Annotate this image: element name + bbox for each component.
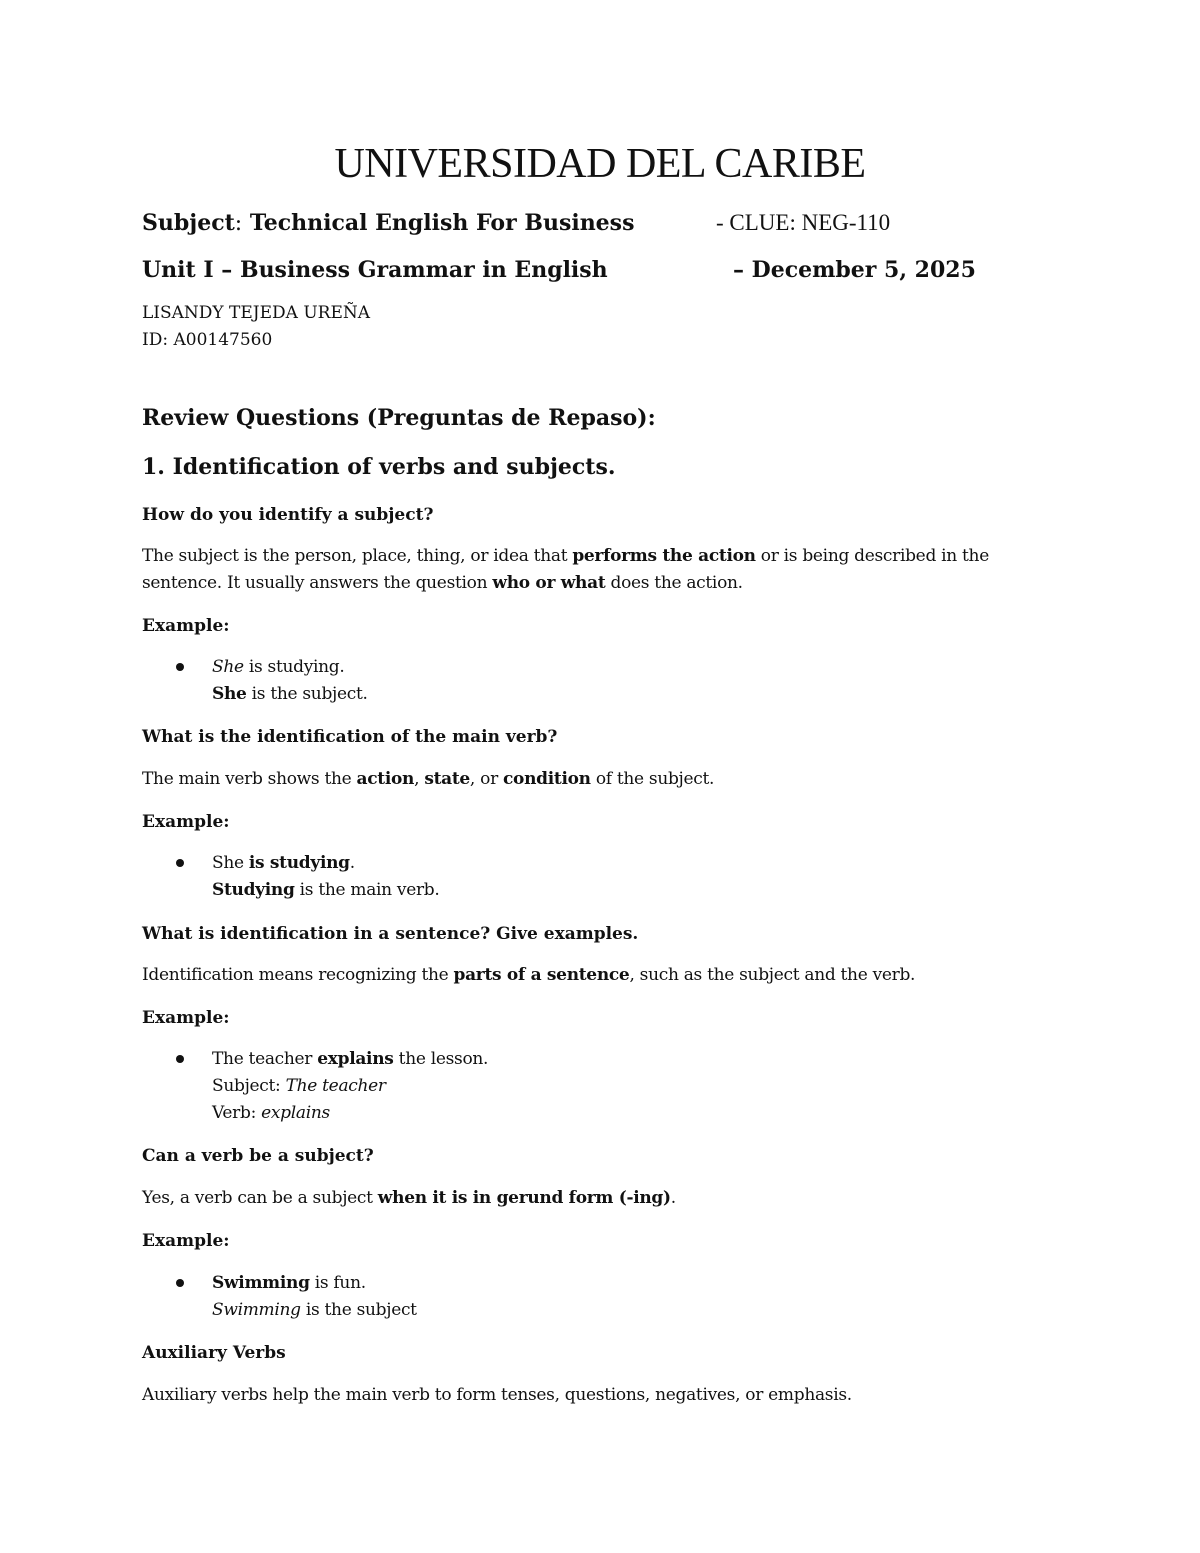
- answer-line: Auxiliary verbs help the main verb to form tenses, questions, negatives, or emphasis.: [142, 1385, 852, 1405]
- text-run: is the subject: [300, 1300, 417, 1320]
- text-run: is fun.: [309, 1273, 366, 1293]
- heading-auxiliary-verbs: Auxiliary Verbs: [142, 1343, 286, 1363]
- example-line: [212, 657, 345, 677]
- bold-run: performs the action: [572, 546, 756, 566]
- example-line: [212, 1273, 366, 1293]
- bullet-icon: [176, 859, 184, 867]
- example-label: Example:: [142, 616, 230, 636]
- example-line: [212, 684, 368, 704]
- question-identify-subject: How do you identify a subject?: [142, 505, 434, 525]
- example-line: [212, 880, 440, 900]
- example-line: [212, 1049, 488, 1069]
- text-run: ,: [414, 769, 425, 789]
- unit-line: Unit I – Business Grammar in English: [142, 257, 608, 283]
- example-line: [212, 1076, 386, 1096]
- bold-run: when it is in gerund form (-ing): [377, 1188, 671, 1208]
- question-identification-sentence: What is identification in a sentence? Give examples.: [142, 924, 639, 944]
- bold-run: action: [356, 769, 415, 789]
- example-line: [212, 853, 355, 873]
- example-line: [212, 1103, 330, 1123]
- text-run: Verb:: [212, 1103, 262, 1123]
- text-run: Subject:: [212, 1076, 286, 1096]
- text-run: The main verb shows the: [142, 769, 357, 789]
- answer-line: [142, 546, 989, 566]
- text-run: or is being described in the: [755, 546, 989, 566]
- clue-value: LUE: NEG-110: [744, 210, 891, 235]
- text-run: is studying.: [243, 657, 345, 677]
- text-run: Yes, a verb can be a subject: [142, 1188, 378, 1208]
- text-run: does the action.: [605, 573, 743, 593]
- bold-run: explains: [317, 1049, 394, 1069]
- question-main-verb: What is the identification of the main verb?: [142, 727, 558, 747]
- example-label: Example:: [142, 1008, 230, 1028]
- bold-run: who or what: [492, 573, 606, 593]
- answer-line: [142, 769, 714, 789]
- text-run: She: [212, 853, 249, 873]
- text-run: .: [670, 1188, 676, 1208]
- text-run: The subject is the person, place, thing, or idea that: [142, 546, 573, 566]
- university-title: UNIVERSIDAD DEL CARIBE: [334, 141, 866, 187]
- date-line: – December 5, 2025: [733, 257, 976, 283]
- subject-colon: :: [234, 211, 243, 236]
- italic-run: Swimming: [212, 1300, 301, 1320]
- text-run: .: [349, 853, 355, 873]
- example-label: Example:: [142, 812, 230, 832]
- text-run: the lesson.: [393, 1049, 489, 1069]
- text-run: Identification means recognizing the: [142, 965, 454, 985]
- subject-label: Subject: [142, 210, 235, 236]
- bullet-icon: [176, 1279, 184, 1287]
- bullet-icon: [176, 663, 184, 671]
- bold-run: Studying: [212, 880, 295, 900]
- italic-run: She: [212, 657, 244, 677]
- subject-value: Technical English For Business: [242, 210, 635, 236]
- subject-line: [142, 210, 634, 236]
- answer-line: [142, 573, 743, 593]
- example-line: [212, 1300, 417, 1320]
- text-run: is the main verb.: [294, 880, 440, 900]
- bold-run: is studying: [248, 853, 350, 873]
- italic-run: The teacher: [285, 1076, 386, 1096]
- answer-line: [142, 965, 915, 985]
- text-run: sentence. It usually answers the question: [142, 573, 493, 593]
- italic-run: explains: [261, 1103, 330, 1123]
- text-run: The teacher: [212, 1049, 318, 1069]
- clue-prefix: - C: [716, 210, 745, 235]
- question-verb-as-subject: Can a verb be a subject?: [142, 1146, 374, 1166]
- example-label: Example:: [142, 1231, 230, 1251]
- bold-run: condition: [503, 769, 591, 789]
- text-run: , or: [469, 769, 503, 789]
- text-run: is the subject.: [246, 684, 368, 704]
- bold-run: Swimming: [212, 1273, 310, 1293]
- bold-run: She: [212, 684, 247, 704]
- clue-code: [716, 210, 890, 236]
- answer-line: [142, 1188, 676, 1208]
- text-run: , such as the subject and the verb.: [629, 965, 916, 985]
- text-run: of the subject.: [590, 769, 715, 789]
- student-id: ID: A00147560: [142, 330, 273, 350]
- bold-run: state: [424, 769, 470, 789]
- section-title: Review Questions (Preguntas de Repaso):: [142, 405, 656, 431]
- student-name: LISANDY TEJEDA UREÑA: [142, 303, 371, 323]
- bullet-icon: [176, 1055, 184, 1063]
- subsection-title: 1. Identification of verbs and subjects.: [142, 454, 616, 480]
- bold-run: parts of a sentence: [453, 965, 630, 985]
